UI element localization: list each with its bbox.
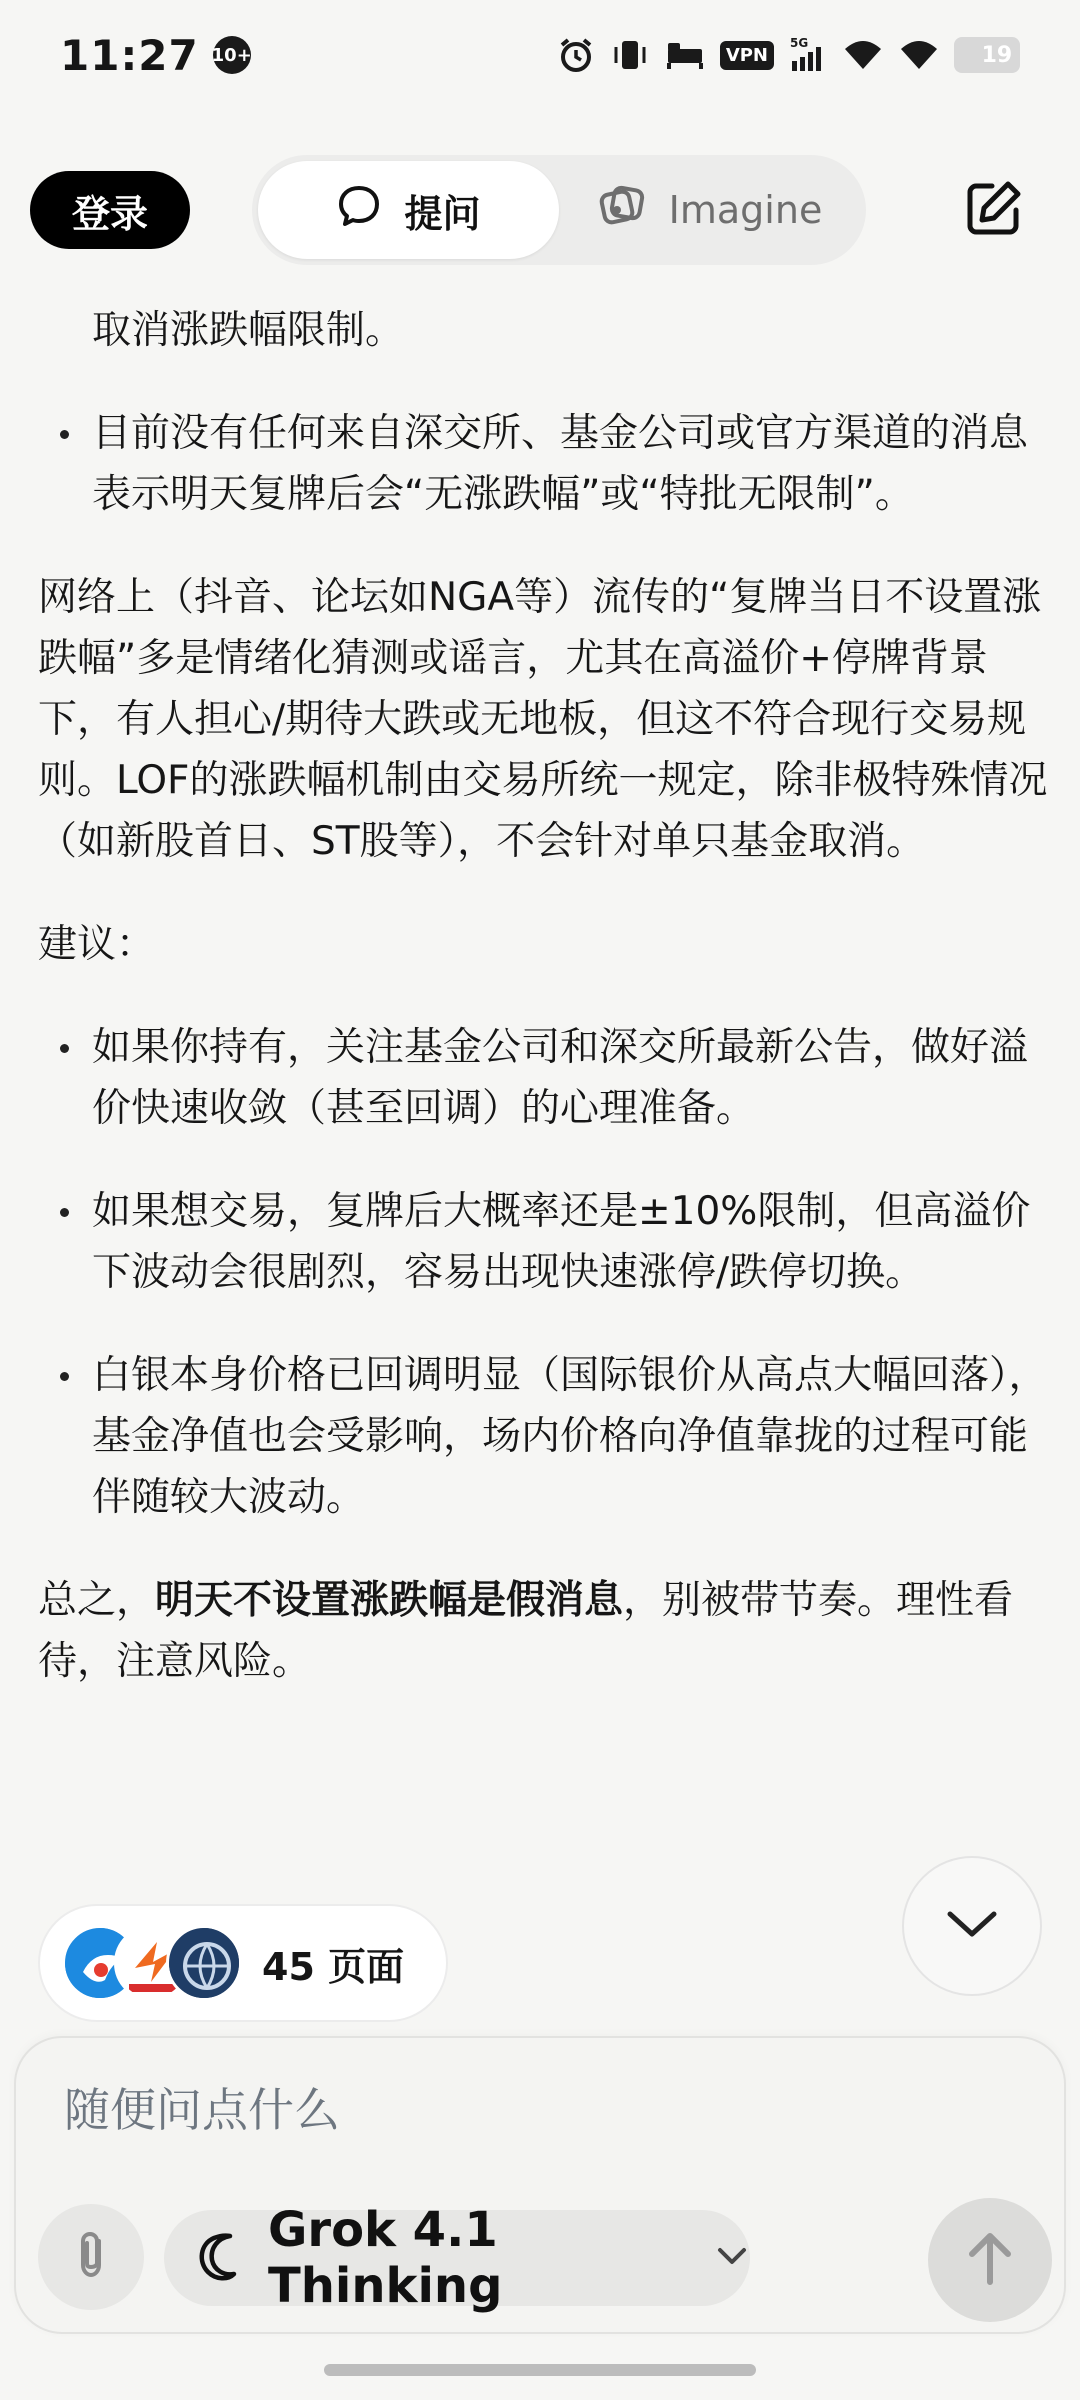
bullet-dot: [60, 1372, 69, 1381]
scroll-to-bottom-button[interactable]: [902, 1856, 1042, 1996]
message-composer: [14, 2036, 1066, 2334]
vpn-icon: VPN: [720, 41, 774, 70]
signal-icon: [788, 35, 828, 75]
model-selector[interactable]: [164, 2202, 750, 2314]
assistant-response: [38, 300, 1048, 1734]
battery-level: 19: [981, 42, 1013, 68]
status-icons: [556, 35, 1020, 75]
login-button[interactable]: 登录: [30, 171, 190, 249]
chevron-down-icon: [714, 2244, 750, 2272]
tab-ask-label: 提问: [404, 191, 481, 236]
status-bar: [0, 0, 1080, 110]
wifi-icon: [842, 35, 884, 75]
new-chat-button[interactable]: [954, 170, 1034, 250]
list-item: [38, 403, 1048, 525]
model-label: Grok 4.1 Thinking: [268, 2202, 503, 2314]
list-item-text: 目前没有任何来自深交所、基金公司或官方渠道的消息表示明天复牌后会“无涨跌幅”或“特批无限制”。: [92, 411, 1029, 517]
bullet-continuation-text: 取消涨跌幅限制。: [92, 308, 405, 353]
chevron-down-icon: [942, 1904, 1002, 1948]
arrow-up-icon: [960, 2226, 1020, 2294]
bullet-dot: [60, 430, 69, 439]
suggestion-heading: 建议：: [38, 922, 156, 967]
conclusion-suffix: ，别被带节奏。理性看待，注意风险。: [38, 1578, 1014, 1684]
alarm-icon: [556, 35, 596, 75]
list-item-text: 如果想交易，复牌后大概率还是±10%限制，但高溢价下波动会很剧烈，容易出现快速涨停/跌停切换。: [92, 1189, 1031, 1295]
conclusion-bold: 明天不设置涨跌幅是假消息: [155, 1578, 624, 1623]
list-item-text: 如果你持有，关注基金公司和深交所最新公告，做好溢价快速收敛（甚至回调）的心理准备。: [92, 1025, 1029, 1131]
message-input[interactable]: 随便问点什么: [64, 2083, 340, 2137]
bed-icon: [664, 35, 706, 75]
list-item-text: 白银本身价格已回调明显（国际银价从高点大幅回落），基金净值也会受影响，场内价格向净值靠拢的过程可能伴随较大波动。: [92, 1353, 1048, 1520]
sources-count: 45 页面: [262, 1944, 405, 1989]
edit-icon: [962, 176, 1026, 244]
list-item: [38, 1017, 1048, 1139]
bullet-dot: [60, 1044, 69, 1053]
sources-button[interactable]: [38, 1904, 448, 2022]
wifi-icon: [898, 35, 940, 75]
battery-icon: [954, 37, 1020, 73]
home-indicator[interactable]: [324, 2364, 756, 2376]
notification-count-badge: 10+: [213, 36, 251, 74]
tab-ask[interactable]: [258, 161, 559, 259]
response-paragraph: 网络上（抖音、论坛如NGA等）流传的“复牌当日不设置涨跌幅”多是情绪化猜测或谣言，尤其在高溢价+停牌背景下，有人担心/期待大跌或无地板，但这不符合现行交易规则。LOF的涨跌幅机制由交易所统一规定，除非极特殊情况（如新股首日、ST股等），不会针对单只基金取消。: [38, 575, 1048, 864]
vibrate-icon: [610, 35, 650, 75]
attach-button[interactable]: [38, 2204, 144, 2310]
imagine-icon: [597, 183, 647, 238]
send-button[interactable]: [928, 2198, 1052, 2322]
chat-bubble-icon: [336, 183, 382, 238]
list-item: [38, 1181, 1048, 1303]
top-navigation: [0, 150, 1080, 270]
moon-icon: [196, 2230, 248, 2286]
tab-imagine[interactable]: [559, 161, 860, 259]
signal-label: 5G: [790, 36, 809, 50]
source-icons: [62, 1925, 242, 2001]
paperclip-icon: [65, 2227, 117, 2287]
tab-imagine-label: Imagine: [668, 188, 823, 232]
conclusion-prefix: 总之，: [38, 1578, 156, 1623]
status-time: 11:27: [60, 30, 199, 80]
mode-tabs: [252, 155, 866, 265]
globe-source-icon: [166, 1925, 242, 2001]
bullet-dot: [60, 1208, 69, 1217]
list-item: [38, 1345, 1048, 1528]
conclusion-paragraph: [38, 1570, 1048, 1692]
